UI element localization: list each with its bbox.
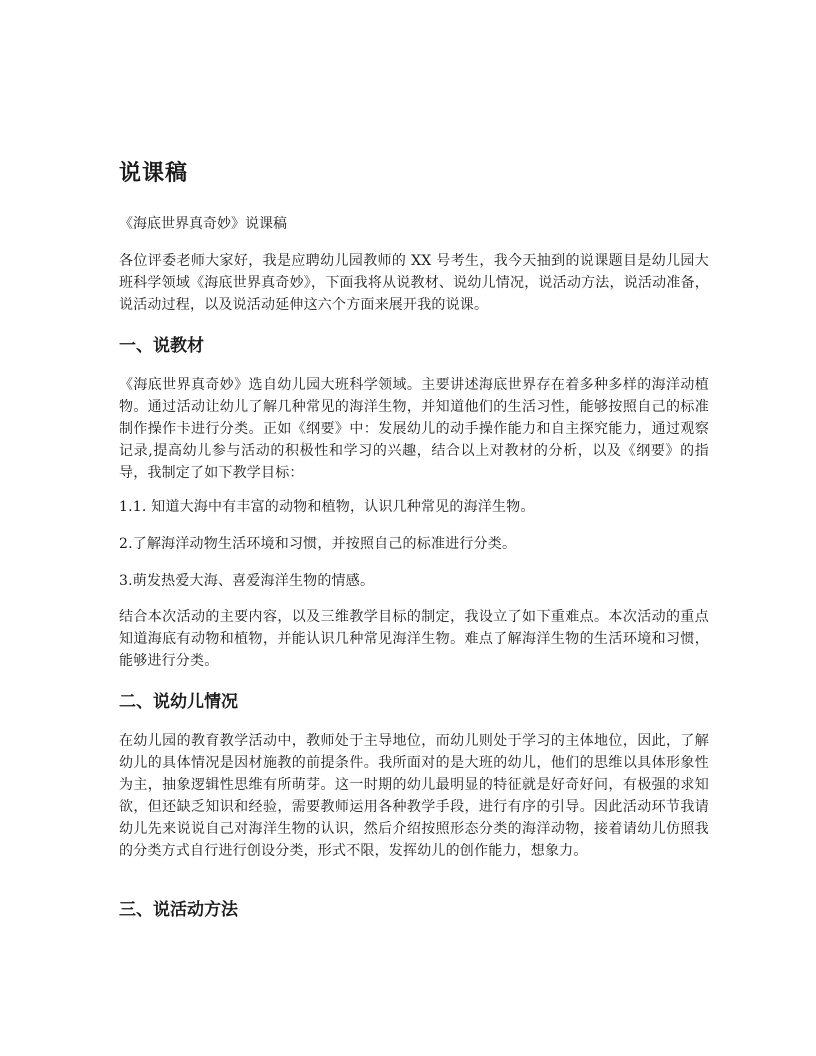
textbook-paragraph: 《海底世界真奇妙》选自幼儿园大班科学领域。主要讲述海底世界存在着多种多样的海洋动植物。通过活动让幼儿了解几种常见的海洋生物，并知道他们的生活习性，能够按照自己的标准制作操作卡进行分类。正如《纲要》中：发展幼儿的动手操作能力和自主探究能力，通过观察记录,提高幼儿参与活动的积极性和学习的兴趣，结合以上对教材的分析，以及《纲要》的指导，我制定了如下教学目标： — [119, 377, 709, 481]
goal-item-3: 3.萌发热爱大海、喜爱海洋生物的情感。 — [119, 573, 375, 589]
intro-paragraph: 各位评委老师大家好，我是应聘幼儿园教师的 XX 号考生，我今天抽到的说课题目是幼儿园大班科学领域《海底世界真奇妙》，下面我将从说教材、说幼儿情况，说活动方法，说活动准备，说活动过程，以及说活动延伸这六个方面来展开我的说课。 — [119, 253, 709, 313]
children-paragraph: 在幼儿园的教育教学活动中，教师处于主导地位，而幼儿则处于学习的主体地位，因此，了解幼儿的具体情况是因材施教的前提条件。我所面对的是大班的幼儿，他们的思维以具体形象性为主，抽象逻辑性思维有所萌芽。这一时期的幼儿最明显的特征就是好奇好问，有极强的求知欲，但还缺乏知识和经验，需要教师运用各种教学手段，进行有序的引导。因此活动环节我请幼儿先来说说自己对海洋生物的认识，然后介绍按照形态分类的海洋动物，接着请幼儿仿照我的分类方式自行进行创设分类，形式不限，发挥幼儿的创作能力，想象力。 — [119, 733, 709, 859]
key-difficulty-paragraph: 结合本次活动的主要内容，以及三维教学目标的制定，我设立了如下重难点。本次活动的重点知道海底有动物和植物，并能认识几种常见海洋生物。难点了解海洋生物的生活环境和习惯，能够进行分类。 — [119, 609, 709, 669]
goal-item-1: 1.1. 知道大海中有丰富的动物和植物，认识几种常见的海洋生物。 — [119, 499, 535, 515]
document-subtitle: 《海底世界真奇妙》说课稿 — [119, 216, 287, 232]
goal-item-2: 2.了解海洋动物生活环境和习惯，并按照自己的标准进行分类。 — [119, 536, 517, 552]
section-heading-textbook: 一、说教材 — [119, 336, 204, 356]
section-heading-methods: 三、说活动方法 — [119, 900, 238, 920]
section-heading-children: 二、说幼儿情况 — [119, 692, 238, 712]
page-title: 说课稿 — [119, 161, 189, 186]
